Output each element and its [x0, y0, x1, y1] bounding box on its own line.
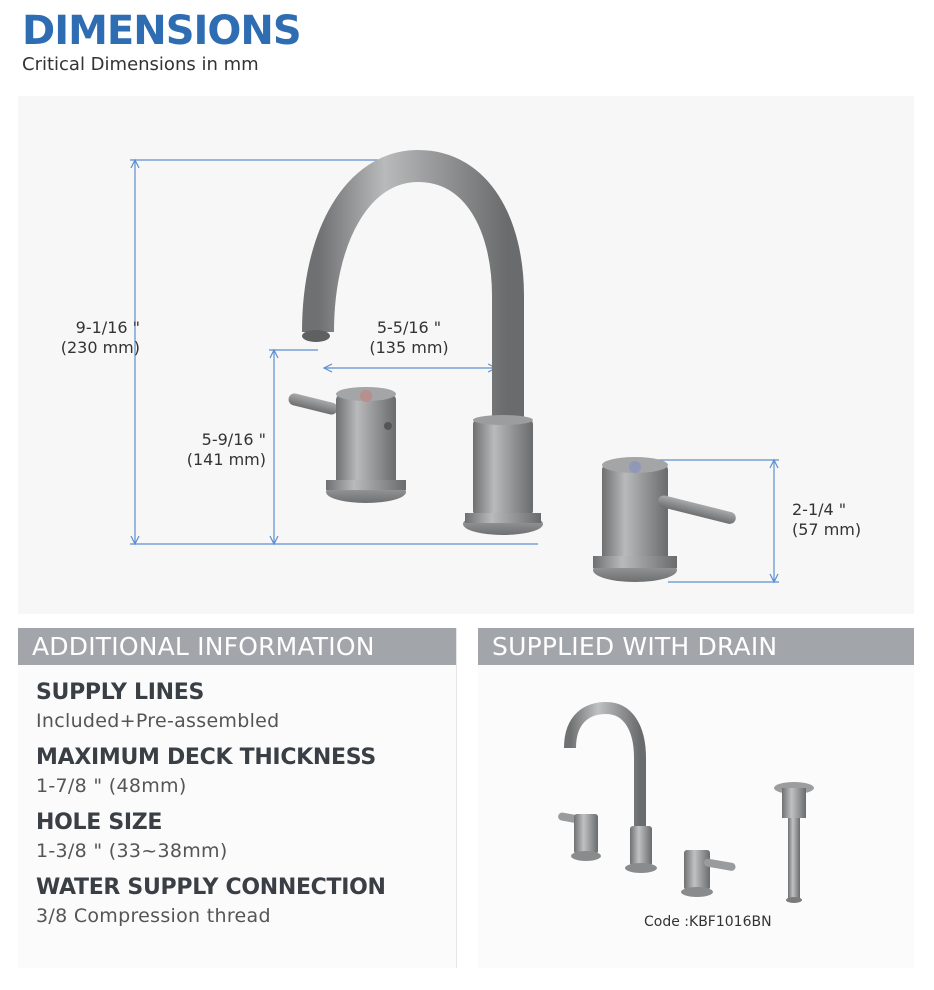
info-item-deck-thickness — [36, 744, 456, 800]
spout-reach-label — [354, 318, 464, 358]
handle-height-label — [792, 500, 892, 540]
info-value: 1-3/8 " (33~38mm) — [36, 840, 228, 862]
spout-height-mm: (141 mm) — [186, 450, 266, 469]
faucet-illustration — [18, 96, 914, 614]
overall-height-mm: (230 mm) — [60, 338, 140, 357]
info-item-hole-size — [36, 809, 456, 865]
handle-height-mm: (57 mm) — [792, 520, 862, 539]
info-value: 1-7/8 " (48mm) — [36, 775, 187, 797]
overall-height-label — [44, 318, 140, 358]
drain-panel — [478, 628, 914, 968]
info-value: Included+Pre-assembled — [36, 710, 280, 732]
faucet-left-handle — [287, 387, 406, 503]
info-title: SUPPLY LINES — [36, 680, 205, 705]
dimension-lines — [130, 160, 779, 582]
info-title: WATER SUPPLY CONNECTION — [36, 875, 386, 900]
handle-height-inch: 2-1/4 " — [792, 500, 847, 519]
spout-height-label — [158, 430, 266, 470]
overall-height-inch: 9-1/16 " — [75, 318, 140, 337]
additional-information-panel — [18, 628, 457, 968]
info-item-water-supply — [36, 874, 456, 930]
faucet-right-handle — [593, 457, 737, 582]
page-title: DIMENSIONS — [22, 8, 301, 54]
product-code: Code :KBF1016BN — [644, 914, 772, 930]
info-list — [18, 665, 456, 930]
drain-product-image — [478, 678, 914, 938]
spout-reach-inch: 5-5/16 " — [376, 318, 442, 337]
spout-height-inch: 5-9/16 " — [201, 430, 266, 449]
dimension-drawing — [18, 96, 914, 614]
info-title: MAXIMUM DECK THICKNESS — [36, 745, 376, 770]
info-title: HOLE SIZE — [36, 810, 163, 835]
page-subtitle: Critical Dimensions in mm — [22, 54, 259, 75]
info-value: 3/8 Compression thread — [36, 905, 271, 927]
additional-information-heading: ADDITIONAL INFORMATION — [18, 628, 456, 665]
header — [22, 8, 301, 75]
drain-heading: SUPPLIED WITH DRAIN — [478, 628, 914, 665]
spout-reach-mm: (135 mm) — [369, 338, 449, 357]
info-item-supply-lines — [36, 679, 456, 735]
